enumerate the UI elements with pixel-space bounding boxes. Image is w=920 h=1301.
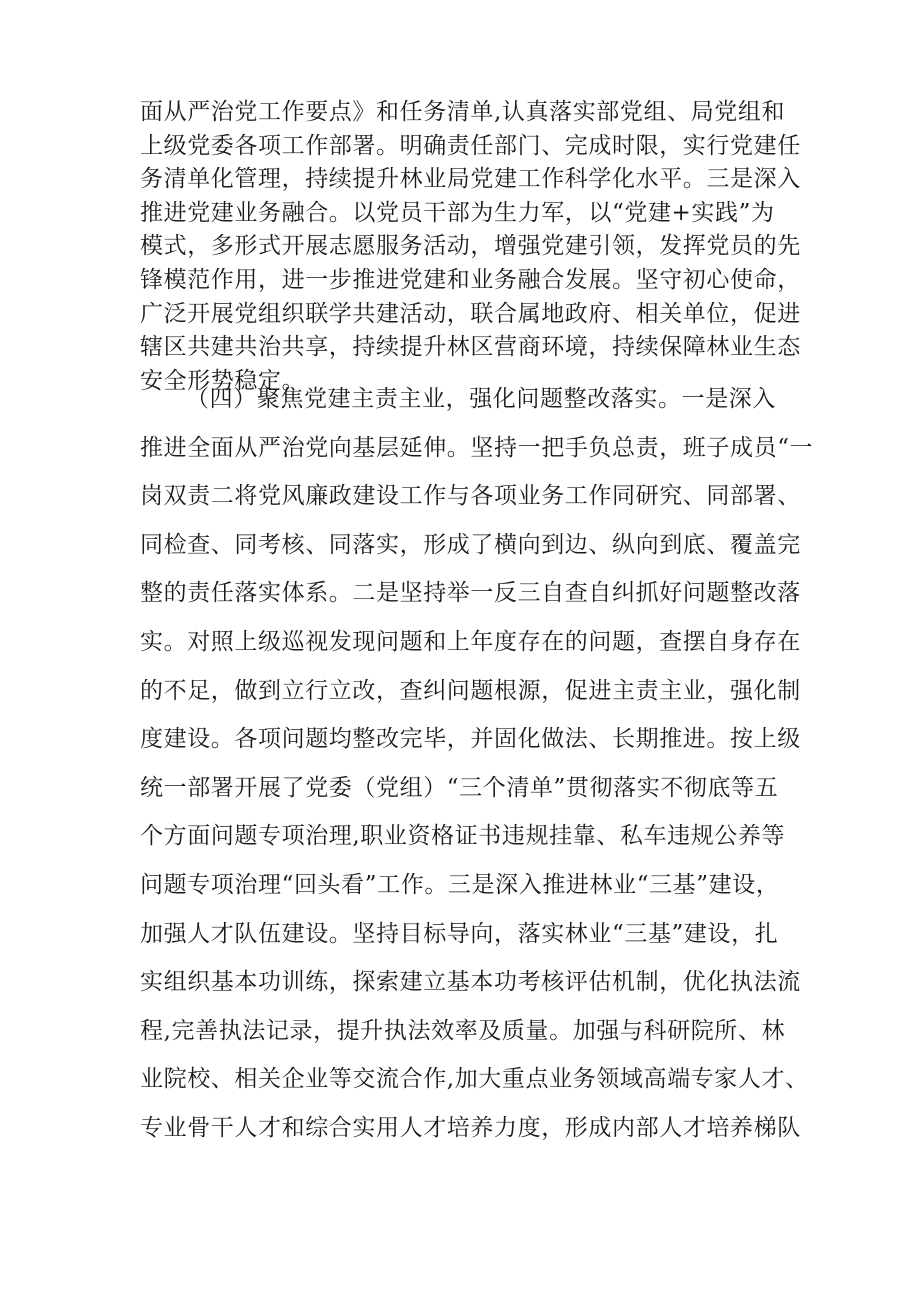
text-line: 安全形势稳定。 (140, 367, 306, 394)
paragraph-continued (140, 96, 801, 398)
text-line: 同检查、同考核、同落实，形成了横向到边、纵向到底、覆盖完 (140, 531, 801, 558)
text-line: 辖区共建共治共享，持续提升林区营商环境，持续保障林业生态 (140, 334, 801, 361)
text-line: 的不足，做到立行立改，查纠问题根源，促进主责主业，强化制 (140, 677, 801, 704)
text-line: 面从严治党工作要点》和任务清单,认真落实部党组、局党组和 (140, 99, 786, 125)
text-line: 实组织基本功训练，探索建立基本功考核评估机制，优化执法流 (140, 969, 801, 996)
text-line: 务清单化管理，持续提升林业局党建工作科学化水平。三是深入 (140, 166, 801, 193)
text-line: 岗双责二将党风廉政建设工作与各项业务工作同研究、同部署、 (140, 483, 801, 510)
text-line: 推进党建业务融合。以党员干部为生力军，以“党建+实践”为 (140, 199, 775, 226)
text-line: 度建设。各项问题均整改完毕，并固化做法、长期推进。按上级 (140, 726, 801, 753)
text-line: 统一部署开展了党委（党组）“三个清单”贯彻落实不彻底等五 (140, 774, 779, 801)
text-line: 锋模范作用，进一步推进党建和业务融合发展。坚守初心使命， (140, 266, 801, 293)
text-line: 程,完善执法记录，提升执法效率及质量。加强与科研院所、林 (140, 1017, 786, 1044)
text-line: 推进全面从严治党向基层延伸。坚持一把手负总责，班子成员“一 (140, 434, 814, 461)
text-line: 模式，多形式开展志愿服务活动，增强党建引领，发挥党员的先 (140, 233, 801, 260)
text-line: 整的责任落实体系。二是坚持举一反三自查自纠抓好问题整改落 (140, 580, 801, 607)
text-line: 加强人才队伍建设。坚持目标导向，落实林业“三基”建设，扎 (140, 920, 779, 947)
text-line: 上级党委各项工作部署。明确责任部门、完成时限，实行党建任 (140, 132, 801, 159)
text-line: 专业骨干人才和综合实用人才培养力度，形成内部人才培养梯队 (140, 1114, 801, 1141)
text-line: 广泛开展党组织联学共建活动，联合属地政府、相关单位，促进 (140, 300, 801, 327)
paragraph-section-four (140, 375, 814, 1153)
text-line: 业院校、相关企业等交流合作,加大重点业务领域高端专家人才、 (140, 1066, 809, 1093)
text-line: 个方面问题专项治理,职业资格证书违规挂靠、私车违规公养等 (140, 823, 786, 850)
text-line-first-indented: （四）聚焦党建主责主业，强化问题整改落实。一是深入 (186, 386, 776, 412)
text-line: 实。对照上级巡视发现问题和上年度存在的问题，查摆自身存在 (140, 628, 801, 655)
text-line: 问题专项治理“回头看”工作。三是深入推进林业“三基”建设， (140, 871, 780, 898)
